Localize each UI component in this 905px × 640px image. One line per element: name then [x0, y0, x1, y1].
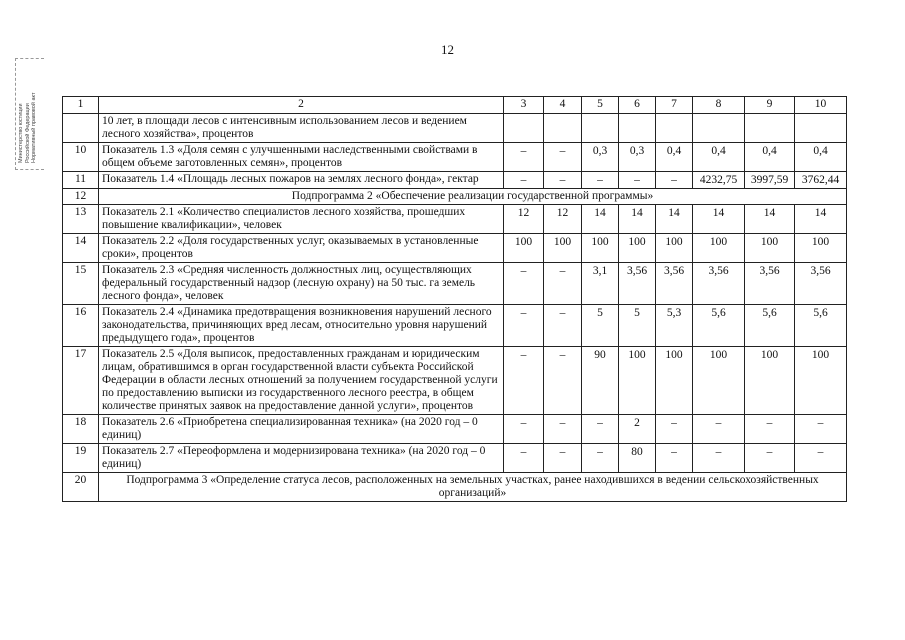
- indicator-value: [619, 114, 656, 143]
- indicators-table: [62, 96, 847, 502]
- row-number: 17: [63, 347, 99, 415]
- row-number: 10: [63, 143, 99, 172]
- indicator-value: 5,6: [745, 305, 795, 347]
- row-number: 12: [63, 189, 99, 205]
- indicator-value: –: [582, 444, 619, 473]
- indicator-value: 3,56: [619, 263, 656, 305]
- row-number: 11: [63, 172, 99, 189]
- indicator-value: –: [745, 444, 795, 473]
- indicator-value: [745, 114, 795, 143]
- indicator-value: 12: [544, 205, 582, 234]
- indicator-value: –: [544, 444, 582, 473]
- indicator-description: Показатель 2.3 «Средняя численность должностных лиц, осуществляющих федеральный государственный надзор (лесную охрану) на 50 тыс. га земель лесного фонда», человек: [99, 263, 504, 305]
- indicator-value: 100: [795, 347, 847, 415]
- indicator-value: 3,56: [745, 263, 795, 305]
- indicator-value: 0,3: [582, 143, 619, 172]
- indicator-value: –: [504, 415, 544, 444]
- column-header: 2: [99, 97, 504, 114]
- table-row: [63, 263, 847, 305]
- table-body: [63, 97, 847, 502]
- table-row: [63, 172, 847, 189]
- row-number: 18: [63, 415, 99, 444]
- indicator-value: 4232,75: [693, 172, 745, 189]
- indicator-value: 3762,44: [795, 172, 847, 189]
- indicator-value: 0,3: [619, 143, 656, 172]
- indicator-value: –: [544, 347, 582, 415]
- indicator-description: Показатель 2.4 «Динамика предотвращения возникновения нарушений лесного законодательства, причиняющих вред лесам, относительно уровня нарушений предыдущего года», процентов: [99, 305, 504, 347]
- row-number: [63, 114, 99, 143]
- table-row: [63, 114, 847, 143]
- stamp-text: Министерство юстиции Российской Федерации Нормативный правовой акт: [18, 92, 37, 163]
- indicator-value: –: [544, 172, 582, 189]
- subprogram-title: Подпрограмма 3 «Определение статуса лесов, расположенных на земельных участках, ранее находившихся в ведении сельскохозяйственных организаций»: [99, 473, 847, 502]
- column-header: 9: [745, 97, 795, 114]
- indicator-value: –: [795, 444, 847, 473]
- indicator-value: 2: [619, 415, 656, 444]
- indicator-value: 100: [619, 347, 656, 415]
- indicator-value: 100: [619, 234, 656, 263]
- indicator-description: Показатель 2.7 «Переоформлена и модернизирована техника» (на 2020 год – 0 единиц): [99, 444, 504, 473]
- indicator-value: 100: [745, 347, 795, 415]
- indicator-value: 100: [745, 234, 795, 263]
- indicator-value: [693, 114, 745, 143]
- indicator-value: [544, 114, 582, 143]
- indicator-value: –: [544, 305, 582, 347]
- indicator-value: 14: [619, 205, 656, 234]
- indicator-value: –: [544, 263, 582, 305]
- indicator-value: 5: [619, 305, 656, 347]
- table-row: [63, 205, 847, 234]
- page-number: 12: [441, 42, 454, 57]
- indicator-value: 100: [544, 234, 582, 263]
- column-header: 3: [504, 97, 544, 114]
- indicator-value: [795, 114, 847, 143]
- indicator-description: Показатель 2.6 «Приобретена специализированная техника» (на 2020 год – 0 единиц): [99, 415, 504, 444]
- indicator-description: Показатель 1.3 «Доля семян с улучшенными наследственными свойствами в общем объеме заготовленных семян», процентов: [99, 143, 504, 172]
- indicator-value: –: [544, 143, 582, 172]
- indicator-value: 12: [504, 205, 544, 234]
- indicator-value: –: [504, 444, 544, 473]
- column-header: 8: [693, 97, 745, 114]
- indicator-description: Показатель 2.1 «Количество специалистов лесного хозяйства, прошедших повышение квалификации», человек: [99, 205, 504, 234]
- indicator-value: 3997,59: [745, 172, 795, 189]
- indicator-value: –: [504, 143, 544, 172]
- indicator-value: 5,3: [656, 305, 693, 347]
- subprogram-title: Подпрограмма 2 «Обеспечение реализации государственной программы»: [99, 189, 847, 205]
- indicator-value: [656, 114, 693, 143]
- indicator-value: –: [693, 415, 745, 444]
- table-row: [63, 415, 847, 444]
- table-row: [63, 143, 847, 172]
- column-header: 10: [795, 97, 847, 114]
- table-row: [63, 234, 847, 263]
- column-header: 4: [544, 97, 582, 114]
- indicator-value: 5: [582, 305, 619, 347]
- indicator-value: –: [693, 444, 745, 473]
- indicator-value: 80: [619, 444, 656, 473]
- indicator-value: 5,6: [693, 305, 745, 347]
- indicator-value: 3,56: [795, 263, 847, 305]
- indicator-value: 3,56: [693, 263, 745, 305]
- indicator-description: Показатель 2.5 «Доля выписок, предоставленных гражданам и юридическим лицам, обратившимся в орган государственной власти субъекта Российской Федерации в области лесных отношений за получением государственной услуги по предоставлению выписки из государственного лесного реестра, в общем количестве принятых заявок на предоставление данной услуги», процентов: [99, 347, 504, 415]
- indicator-value: –: [504, 172, 544, 189]
- indicator-value: 14: [795, 205, 847, 234]
- column-header: 5: [582, 97, 619, 114]
- header-row: [63, 97, 847, 114]
- indicator-value: –: [504, 263, 544, 305]
- indicator-value: –: [619, 172, 656, 189]
- table-row: [63, 444, 847, 473]
- column-header: 7: [656, 97, 693, 114]
- row-number: 20: [63, 473, 99, 502]
- indicator-value: –: [656, 444, 693, 473]
- indicator-value: –: [582, 172, 619, 189]
- indicator-value: 3,56: [656, 263, 693, 305]
- indicator-value: [582, 114, 619, 143]
- indicator-value: –: [504, 305, 544, 347]
- subprogram-row: [63, 473, 847, 502]
- indicator-value: 100: [582, 234, 619, 263]
- indicator-value: 100: [693, 234, 745, 263]
- indicator-value: 100: [656, 347, 693, 415]
- indicator-value: [504, 114, 544, 143]
- row-number: 16: [63, 305, 99, 347]
- row-number: 13: [63, 205, 99, 234]
- indicator-value: 14: [693, 205, 745, 234]
- indicator-value: 100: [795, 234, 847, 263]
- row-number: 15: [63, 263, 99, 305]
- table-row: [63, 347, 847, 415]
- indicator-value: –: [745, 415, 795, 444]
- indicator-description: 10 лет, в площади лесов с интенсивным использованием лесов и ведением лесного хозяйства», процентов: [99, 114, 504, 143]
- row-number: 14: [63, 234, 99, 263]
- indicator-description: Показатель 2.2 «Доля государственных услуг, оказываемых в установленные сроки», процентов: [99, 234, 504, 263]
- subprogram-row: [63, 189, 847, 205]
- indicator-value: –: [582, 415, 619, 444]
- indicator-value: 0,4: [656, 143, 693, 172]
- indicator-description: Показатель 1.4 «Площадь лесных пожаров на землях лесного фонда», гектар: [99, 172, 504, 189]
- indicator-value: 14: [745, 205, 795, 234]
- indicator-value: –: [656, 172, 693, 189]
- indicator-value: 0,4: [795, 143, 847, 172]
- column-header: 6: [619, 97, 656, 114]
- indicator-value: 100: [504, 234, 544, 263]
- indicator-value: 3,1: [582, 263, 619, 305]
- indicator-value: 14: [582, 205, 619, 234]
- indicator-value: 90: [582, 347, 619, 415]
- registration-stamp: [15, 58, 44, 170]
- table-row: [63, 305, 847, 347]
- row-number: 19: [63, 444, 99, 473]
- indicator-value: 5,6: [795, 305, 847, 347]
- indicator-value: –: [795, 415, 847, 444]
- indicator-value: 100: [693, 347, 745, 415]
- indicator-value: 0,4: [693, 143, 745, 172]
- column-header: 1: [63, 97, 99, 114]
- indicator-value: 0,4: [745, 143, 795, 172]
- indicator-value: 14: [656, 205, 693, 234]
- indicator-value: –: [544, 415, 582, 444]
- indicator-value: –: [504, 347, 544, 415]
- indicator-value: –: [656, 415, 693, 444]
- indicator-value: 100: [656, 234, 693, 263]
